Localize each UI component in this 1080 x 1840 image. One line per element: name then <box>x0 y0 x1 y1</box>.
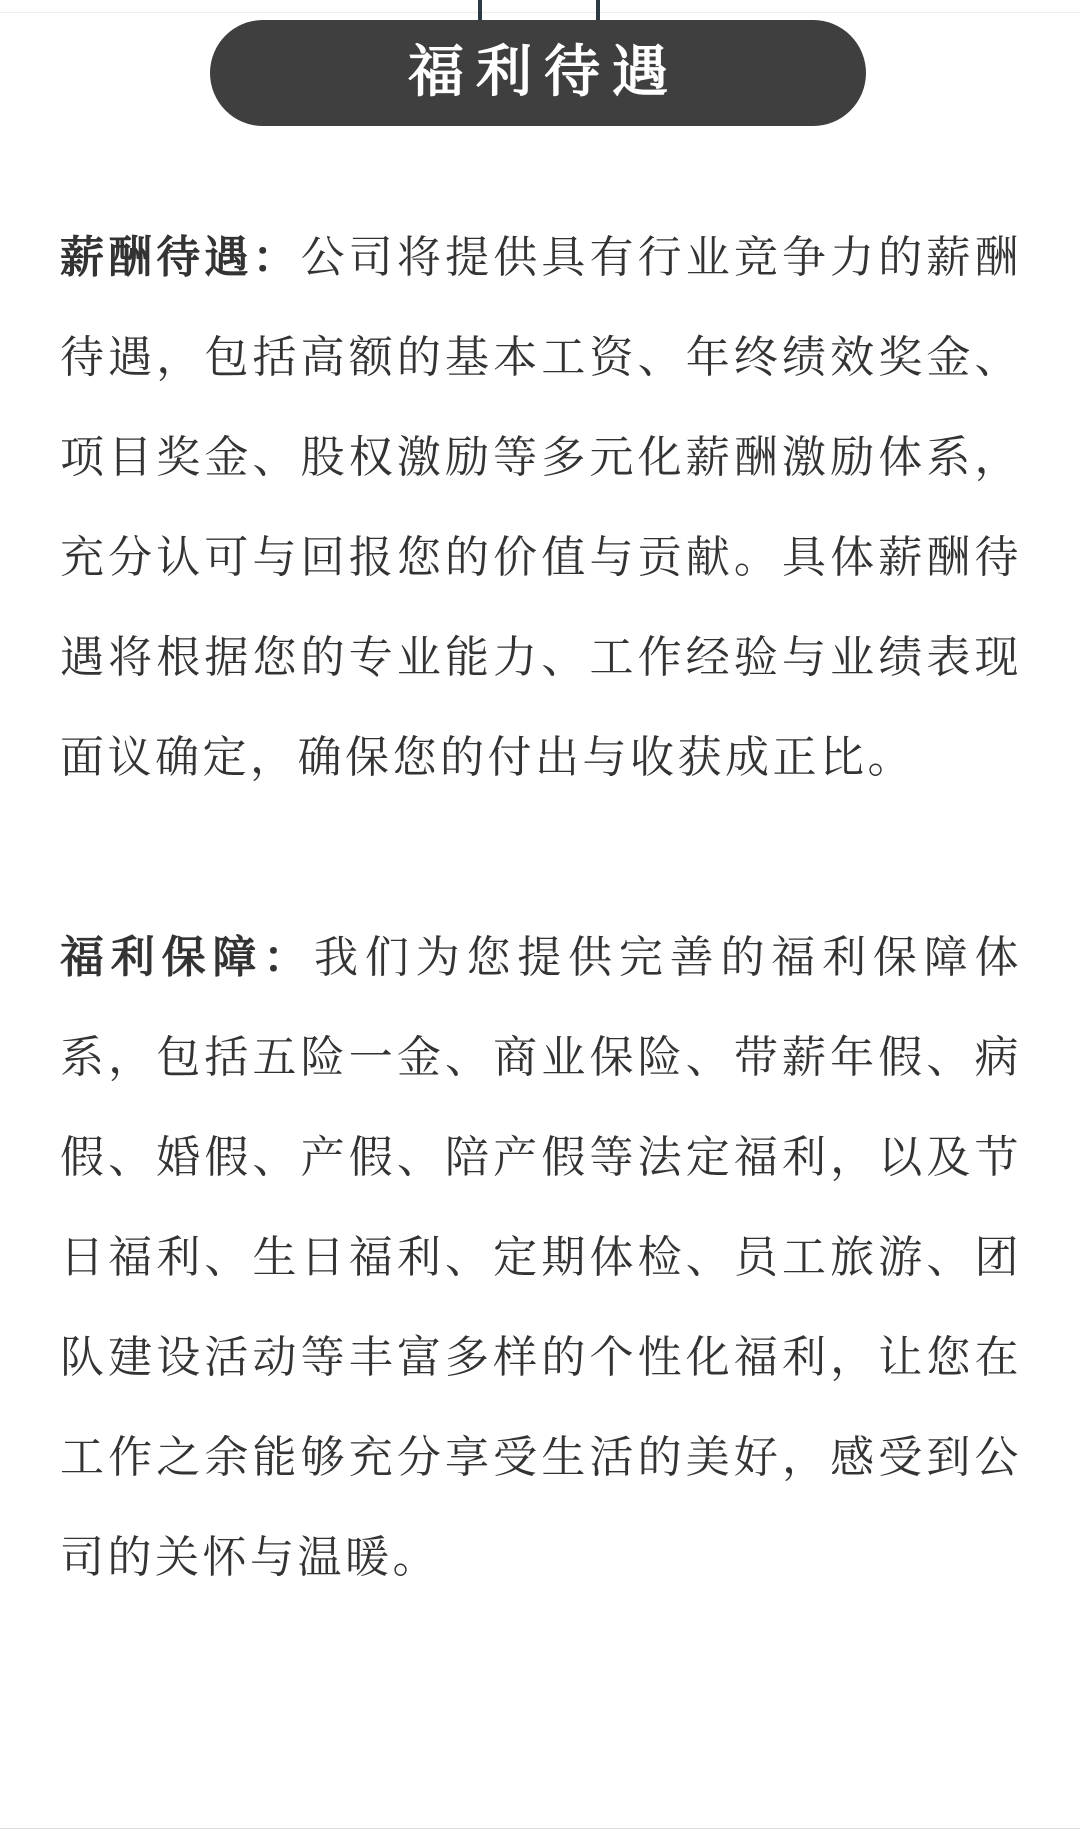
section-title: 福利待遇 <box>408 40 680 105</box>
welfare-heading: 福利保障： <box>60 932 315 983</box>
salary-body: 公司将提供具有行业竞争力的薪酬待遇，包括高额的基本工资、年终绩效奖金、项目奖金、股权激励等多元化薪酬激励体系，充分认可与回报您的价值与贡献。具体薪酬待遇将根据您的专业能力、工作经验与业绩表现面议确定，确保您的付出与收获成正比。 <box>60 232 1023 783</box>
top-divider <box>0 12 1080 13</box>
welfare-paragraph <box>60 908 1022 1608</box>
salary-paragraph <box>60 208 1022 808</box>
bottom-divider <box>0 1828 1080 1829</box>
benefits-content <box>60 208 1022 1608</box>
salary-heading: 薪酬待遇： <box>60 232 301 283</box>
welfare-body: 我们为您提供完善的福利保障体系，包括五险一金、商业保险、带薪年假、病假、婚假、产假、陪产假等法定福利，以及节日福利、生日福利、定期体检、员工旅游、团队建设活动等丰富多样的个性化福利，让您在工作之余能够充分享受生活的美好，感受到公司的关怀与温暖。 <box>60 932 1023 1583</box>
section-title-banner <box>210 20 866 126</box>
